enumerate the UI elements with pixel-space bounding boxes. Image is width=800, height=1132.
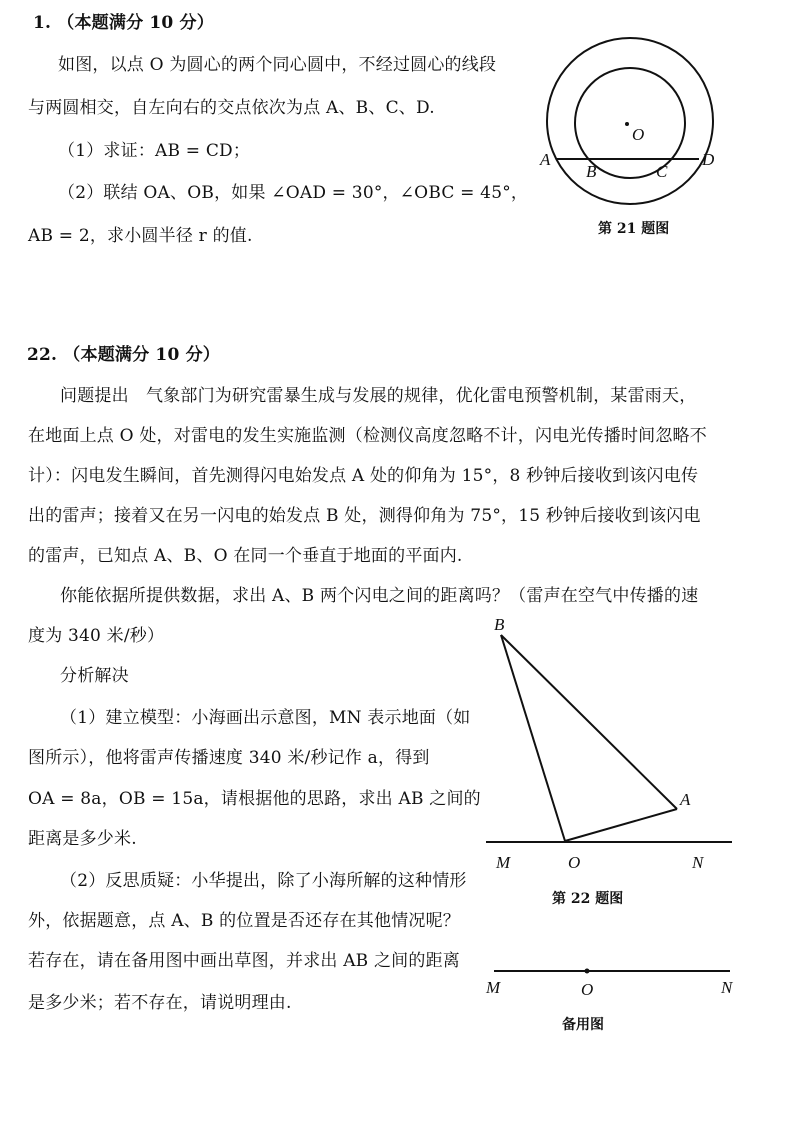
q21-label-b: B <box>586 162 597 181</box>
q22-spare-label-m: M <box>486 978 501 997</box>
q22-figure-caption: 第 22 题图 <box>552 891 624 907</box>
q22-line-1: 问题提出 气象部门为研究雷暴生成与发展的规律，优化雷电预警机制，某雷雨天， <box>60 386 697 406</box>
q21-line-5: AB = 2，求小圆半径 r 的值. <box>28 226 253 246</box>
q22-label-b: B <box>494 615 505 634</box>
q22-label-o: O <box>568 853 581 872</box>
q21-header: 1. （本题满分 10 分） <box>33 13 214 33</box>
q21-line-1: 如图，以点 O 为圆心的两个同心圆中，不经过圆心的线段 <box>58 55 497 75</box>
q22-line-10: 图所示），他将雷声传播速度 340 米/秒记作 a，得到 <box>28 748 430 768</box>
q22-figure <box>480 610 740 885</box>
q22-line-16: 是多少米；若不存在，请说明理由. <box>28 993 292 1013</box>
q22-line-8: 分析解决 <box>60 666 129 686</box>
q22-line-5: 的雷声，已知点 A、B、O 在同一个垂直于地面的平面内. <box>28 546 463 566</box>
q21-line-3: （1）求证：AB = CD； <box>58 141 251 161</box>
q21-figure-caption: 第 21 题图 <box>598 221 670 237</box>
q22-spare-figure <box>480 955 740 1000</box>
q21-label-d: D <box>702 150 715 169</box>
q21-line-2: 与两圆相交，自左向右的交点依次为点 A、B、C、D. <box>28 98 435 118</box>
q22-label-m: M <box>496 853 511 872</box>
q22-header: 22. （本题满分 10 分） <box>27 345 220 365</box>
q21-figure <box>530 20 730 215</box>
q22-spare-label-o: O <box>581 980 594 999</box>
q22-line-3: 计）：闪电发生瞬间，首先测得闪电始发点 A 处的仰角为 15°，8 秒钟后接收到该闪电传 <box>28 466 699 486</box>
q22-label-n: N <box>692 853 704 872</box>
q22-line-7: 度为 340 米/秒） <box>28 626 165 646</box>
q22-segment-ao <box>565 809 677 841</box>
q22-line-15: 若存在，请在备用图中画出草图，并求出 AB 之间的距离 <box>28 951 460 971</box>
q22-line-14: 外，依据题意，点 A、B 的位置是否还存在其他情况呢？ <box>28 911 460 931</box>
q22-line-4: 出的雷声；接着又在另一闪电的始发点 B 处，测得仰角为 75°，15 秒钟后接收到该闪电 <box>28 506 701 526</box>
q22-line-12: 距离是多少米. <box>28 829 137 849</box>
q21-label-a: A <box>540 150 551 169</box>
q22-line-6: 你能依据所提供数据，求出 A、B 两个闪电之间的距离吗？（雷声在空气中传播的速 <box>60 586 699 606</box>
q22-line-11: OA = 8a，OB = 15a，请根据他的思路，求出 AB 之间的 <box>28 789 481 809</box>
q21-line-4: （2）联结 OA、OB，如果 ∠OAD = 30°，∠OBC = 45°， <box>58 183 529 203</box>
q22-line-9: （1）建立模型：小海画出示意图，MN 表示地面（如 <box>60 708 471 728</box>
q22-line-13: （2）反思质疑：小华提出，除了小海所解的这种情形 <box>60 871 467 891</box>
q22-line-2: 在地面上点 O 处，对雷电的发生实施监测（检测仪高度忽略不计，闪电光传播时间忽略不 <box>28 426 707 446</box>
q21-label-o: O <box>632 125 645 144</box>
q21-center-point <box>625 122 629 126</box>
q22-spare-label-n: N <box>721 978 733 997</box>
q21-outer-circle <box>547 38 713 204</box>
q22-spare-caption: 备用图 <box>562 1017 604 1033</box>
q22-spare-point-o <box>585 969 590 974</box>
q21-label-c: C <box>656 162 668 181</box>
q22-label-a: A <box>680 790 691 809</box>
